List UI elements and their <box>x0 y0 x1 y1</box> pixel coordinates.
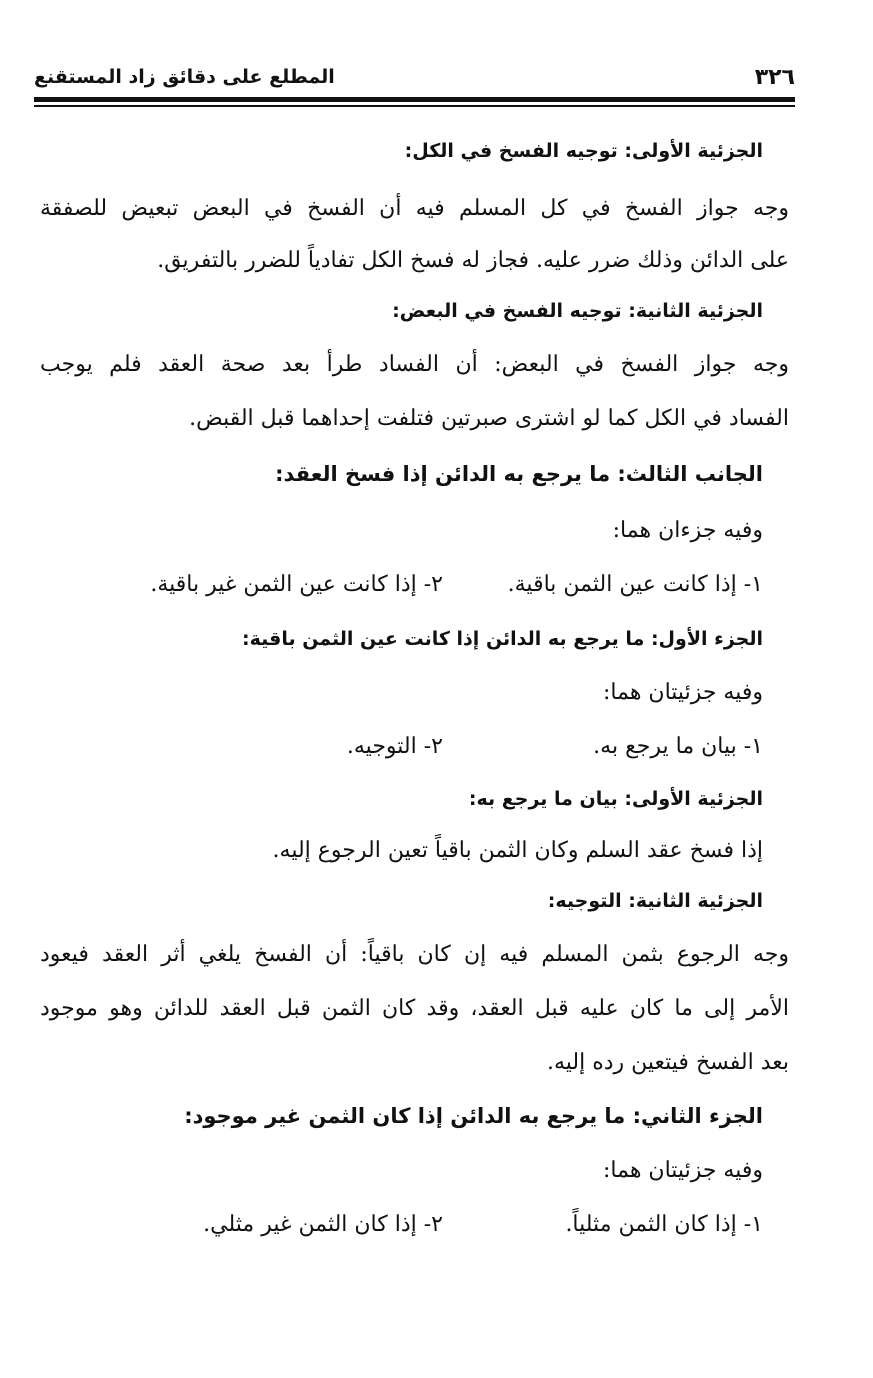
header-rule-thick <box>34 97 795 102</box>
list-3-item-2: ٢- إذا كانت عين الثمن غير باقية. <box>150 572 443 597</box>
running-title: المطلع على دقائق زاد المستقنع <box>34 66 335 88</box>
page-header <box>34 62 795 92</box>
paragraph-3: وفيه جزءان هما: <box>612 518 763 543</box>
list-7 <box>80 1212 763 1237</box>
heading-4: الجزء الأول: ما يرجع به الدائن إذا كانت عين الثمن باقية: <box>242 628 763 650</box>
paragraph-2-line-2: الفساد في الكل كما لو اشترى صبرتين فتلفت إحداهما قبل القبض. <box>189 406 789 431</box>
paragraph-6-line-1: وجه الرجوع بثمن المسلم فيه إن كان باقياً: أن الفسخ يلغي أثر العقد فيعود <box>40 942 789 967</box>
list-4-item-1: ١- بيان ما يرجع به. <box>593 734 763 759</box>
paragraph-1-line-2: على الدائن وذلك ضرر عليه. فجاز له فسخ الكل تفادياً للضرر بالتفريق. <box>157 248 789 273</box>
paragraph-1-line-1: وجه جواز الفسخ في كل المسلم فيه أن الفسخ في البعض تبعيض للصفقة <box>40 196 789 221</box>
paragraph-2-line-1: وجه جواز الفسخ في البعض: أن الفساد طرأ بعد صحة العقد فلم يوجب <box>40 352 789 377</box>
heading-5: الجزئية الأولى: بيان ما يرجع به: <box>468 788 763 810</box>
header-rule-thin <box>34 105 795 107</box>
list-3 <box>80 572 763 597</box>
heading-2: الجزئية الثانية: توجيه الفسخ في البعض: <box>392 300 763 322</box>
heading-7: الجزء الثاني: ما يرجع به الدائن إذا كان الثمن غير موجود: <box>184 1104 763 1128</box>
paragraph-7: وفيه جزئيتان هما: <box>603 1158 763 1183</box>
list-4-item-2: ٢- التوجيه. <box>346 734 443 759</box>
list-3-item-1: ١- إذا كانت عين الثمن باقية. <box>507 572 763 597</box>
list-4 <box>80 734 763 759</box>
paragraph-6-line-2: الأمر إلى ما كان عليه قبل العقد، وقد كان الثمن قبل العقد للدائن وهو موجود <box>40 996 789 1021</box>
list-7-item-1: ١- إذا كان الثمن مثلياً. <box>565 1212 763 1237</box>
page-number: ٣٢٦ <box>754 64 795 90</box>
list-7-item-2: ٢- إذا كان الثمن غير مثلي. <box>203 1212 443 1237</box>
heading-3: الجانب الثالث: ما يرجع به الدائن إذا فسخ العقد: <box>275 462 763 486</box>
paragraph-6-line-3: بعد الفسخ فيتعين رده إليه. <box>546 1050 789 1075</box>
heading-1: الجزئية الأولى: توجيه الفسخ في الكل: <box>404 140 763 162</box>
heading-6: الجزئية الثانية: التوجيه: <box>547 890 763 912</box>
paragraph-5: إذا فسخ عقد السلم وكان الثمن باقياً تعين الرجوع إليه. <box>272 838 763 863</box>
paragraph-4: وفيه جزئيتان هما: <box>603 680 763 705</box>
